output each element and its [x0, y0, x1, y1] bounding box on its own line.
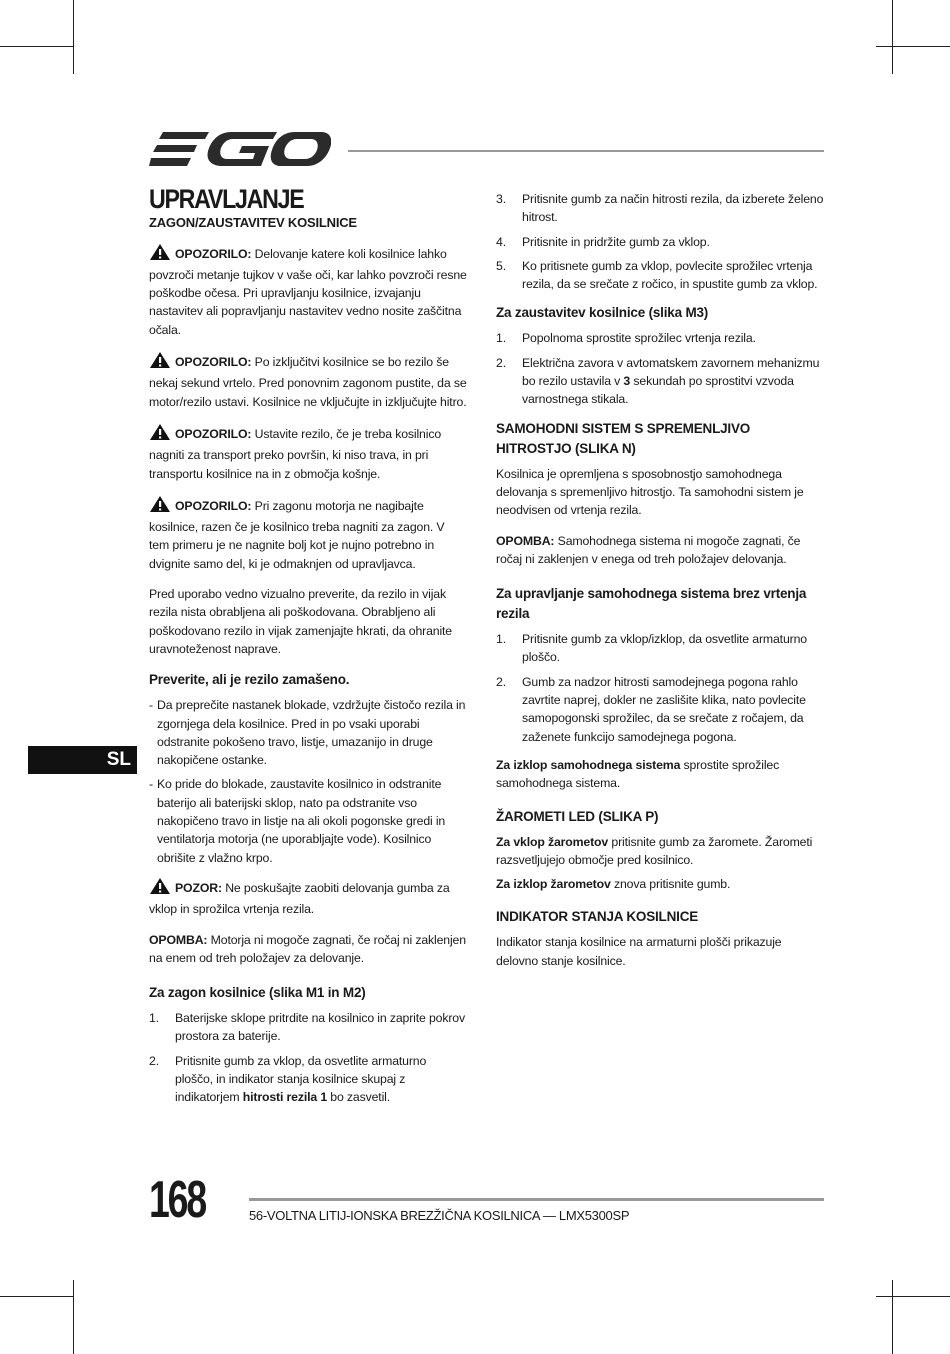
crop-mark — [0, 1296, 74, 1297]
left-column — [149, 184, 467, 1117]
warning-paragraph: OPOZORILO: Delovanje katere koli kosilnice lahko povzroči metanje tujkov v vaše oči, kar lahko povzroči resne poškodbe očesa. Pri upravljanju kosilnice, izvajanju nastavitev ali popravljanju nastavitev vedno nosite zaščitna očala. — [149, 243, 467, 339]
check-list — [149, 696, 467, 867]
list-item: 4. Pritisnite in pridržite gumb za vklop. — [496, 234, 710, 249]
list-item: 2. Električna zavora v avtomatskem zavornem mehanizmu bo rezilo ustavila v 3 sekundah po sprostitvi vzvoda varnostnega stikala. — [496, 355, 820, 407]
list-item: - Ko pride do blokade, zaustavite kosilnico in odstranite baterijo ali baterijski sklop, nato pa odstranite vso nakopičeno travo in listje na ali okoli pogonske gredi in ventilatorja motorja (ne uporabljajte vode). Kosilnico obrišite z vlažno krpo. — [149, 777, 446, 865]
drive-op-list — [496, 630, 824, 746]
list-item: - Da preprečite nastanek blokade, vzdržujte čistočo rezila in zgornjega dela kosilnice. Pred in po vsaki uporabi odstranite pokošeno travo, listje, umazanijo in druge nakopičene ostanke. — [149, 698, 466, 768]
list-item: 5. Ko pritisnete gumb za vklop, povlecite sprožilec vrtenja rezila, da se srečate z ročico, in spustite gumb za vklop. — [496, 258, 818, 292]
list-item: 1. Popolnoma sprostite sprožilec vrtenja rezila. — [496, 331, 756, 346]
indicator-paragraph: Indikator stanja kosilnice na armaturni plošči prikazuje delovno stanje kosilnice. — [496, 935, 782, 968]
drive-op-heading: Za upravljanje samohodnega sistema brez vrtenja rezila — [496, 586, 807, 622]
list-item: 2. Pritisnite gumb za vklop, da osvetlite armaturno ploščo, in indikator stanja kosilnice skupaj z indikatorjem hitrosti rezila 1 bo zasvetil. — [149, 1053, 427, 1105]
warning-icon — [149, 423, 171, 446]
section-title: UPRAVLJANJE — [149, 184, 304, 214]
page-number: 168 — [149, 1171, 205, 1229]
crop-mark — [73, 0, 74, 74]
footer-title: 56-VOLTNA LITIJ-IONSKA BREZŽIČNA KOSILNICA — LMX5300SP — [249, 1208, 630, 1223]
start-list-continued — [496, 190, 824, 293]
drive-heading: SAMOHODNI SISTEM S SPREMENLJIVO HITROSTJO (SLIKA N) — [496, 420, 751, 456]
subsection-title: ZAGON/ZAUSTAVITEV KOSILNICE — [149, 215, 357, 231]
check-heading: Preverite, ali je rezilo zamašeno. — [149, 672, 350, 688]
drive-off-paragraph: Za izklop samohodnega sistema sprostite sprožilec samohodnega sistema. — [496, 757, 780, 791]
indicator-heading: INDIKATOR STANJA KOSILNICE — [496, 909, 699, 925]
list-item: 2. Gumb za nadzor hitrosti samodejnega pogona rahlo zavrtite naprej, dokler ne zaslišite klika, nato povlecite samopogonski sprožilec, da se srečate z ročajem, da zaženete funkcijo samodejnega pogona. — [496, 674, 806, 744]
inspect-paragraph: Pred uporabo vedno vizualno preverite, da rezilo in vijak rezila nista obrabljena ali poškodovana. Obrabljeno ali poškodovano rezilo in vijak zamenjajte hkrati, da ohranite uravnoteženost naprave. — [149, 587, 452, 656]
stop-heading: Za zaustavitev kosilnice (slika M3) — [496, 305, 709, 321]
list-item: 1. Pritisnite gumb za vklop/izklop, da osvetlite armaturno ploščo. — [496, 632, 807, 665]
footer-rule — [249, 1198, 824, 1201]
stop-list — [496, 329, 824, 408]
header-rule — [348, 150, 824, 152]
warning-paragraph: OPOZORILO: Po izključitvi kosilnice se bo rezilo še nekaj sekund vrtelo. Pred ponovnim zagonom pustite, da se motor/rezilo ustavi. Kosilnice ne vključujte in izključujte hitro. — [149, 351, 467, 411]
crop-mark — [892, 1280, 893, 1354]
drive-paragraph: Kosilnica je opremljena s sposobnostjo samohodnega delovanja s spremenljivo hitrostjo. Ta samohodni sistem je neodvisen od vrtenja rezila. — [496, 466, 804, 518]
crop-mark — [876, 1296, 950, 1297]
warning-icon — [149, 495, 171, 518]
start-heading: Za zagon kosilnice (slika M1 in M2) — [149, 985, 366, 1001]
led-heading: ŽAROMETI LED (SLIKA P) — [496, 808, 659, 824]
caution-paragraph: POZOR: Ne poskušajte zaobiti delovanja gumba za vklop in sprožilca vrtenja rezila. — [149, 877, 467, 919]
warning-icon — [149, 243, 171, 266]
list-item: 1. Baterijske sklope pritrdite na kosilnico in zaprite pokrov prostora za baterije. — [149, 1011, 465, 1044]
start-list — [149, 1009, 467, 1106]
crop-mark — [73, 1280, 74, 1354]
led-off-paragraph: Za izklop žarometov znova pritisnite gumb. — [496, 877, 731, 892]
drive-note: OPOMBA: Samohodnega sistema ni mogoče zagnati, če ročaj ni zaklenjen v enega od treh položajev delovanja. — [496, 533, 801, 566]
warning-paragraph: OPOZORILO: Pri zagonu motorja ne nagibajte kosilnice, razen če je kosilnico treba nagniti za zagon. V tem primeru je ne nagnite bolj kot je nujno potrebno in dvignite samo del, ki je odmaknjen od upravljavca. — [149, 495, 467, 573]
right-column — [496, 190, 824, 982]
language-tab: SL — [28, 746, 137, 774]
crop-mark — [0, 46, 74, 47]
warning-icon — [149, 877, 171, 900]
crop-mark — [876, 46, 950, 47]
list-item: 3. Pritisnite gumb za način hitrosti rezila, da izberete želeno hitrost. — [496, 192, 824, 225]
led-on-paragraph: Za vklop žarometov pritisnite gumb za žaromete. Žarometi razsvetljujejo območje pred kosilnico. — [496, 834, 813, 867]
note-paragraph: OPOMBA: Motorja ni mogoče zagnati, če ročaj ni zaklenjen na enem od treh položajev za delovanje. — [149, 932, 466, 965]
warning-icon — [149, 351, 171, 374]
crop-mark — [892, 0, 893, 74]
ego-logo — [149, 128, 331, 177]
warning-paragraph: OPOZORILO: Ustavite rezilo, če je treba kosilnico nagniti za transport preko površin, ki niso trava, in pri transportu kosilnice na in z območja košnje. — [149, 423, 467, 483]
